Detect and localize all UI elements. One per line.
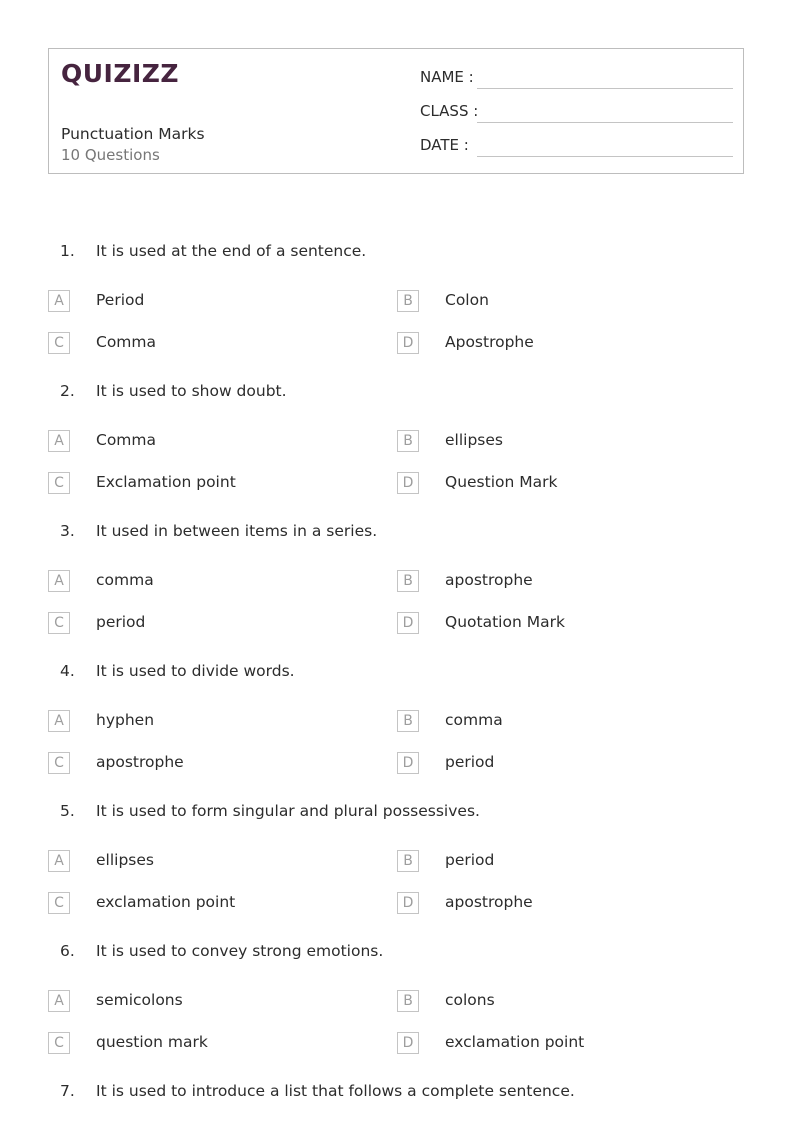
worksheet-title: Punctuation Marks <box>61 125 205 143</box>
question-number: 3. <box>60 522 75 540</box>
option-letter-box[interactable]: C <box>48 1032 70 1054</box>
option-letter-box[interactable]: C <box>48 892 70 914</box>
option-text: period <box>96 613 146 631</box>
option-text: Exclamation point <box>96 473 236 491</box>
option-text: hyphen <box>96 711 155 729</box>
option-letter-box[interactable]: A <box>48 850 70 872</box>
option-letter-box[interactable]: C <box>48 472 70 494</box>
option-letter-box[interactable]: B <box>397 430 419 452</box>
option-text: Period <box>96 291 145 309</box>
option-text: period <box>445 753 495 771</box>
question-text: It is used at the end of a sentence. <box>96 242 367 260</box>
option-letter-box[interactable]: A <box>48 990 70 1012</box>
question-text: It is used to introduce a list that follows a complete sentence. <box>96 1082 575 1100</box>
option-text: comma <box>445 711 503 729</box>
option-text: exclamation point <box>445 1033 585 1051</box>
option-text: comma <box>96 571 154 589</box>
question-number: 1. <box>60 242 75 260</box>
option-text: Question Mark <box>445 473 558 491</box>
option-text: apostrophe <box>445 893 533 911</box>
option-text: Colon <box>445 291 489 309</box>
option-letter-box[interactable]: B <box>397 570 419 592</box>
question-text: It is used to show doubt. <box>96 382 287 400</box>
option-text: Apostrophe <box>445 333 534 351</box>
option-text: ellipses <box>96 851 154 869</box>
option-text: Comma <box>96 431 157 449</box>
option-letter-box[interactable]: A <box>48 710 70 732</box>
option-letter-box[interactable]: D <box>397 892 419 914</box>
option-letter-box[interactable]: B <box>397 710 419 732</box>
option-letter-box[interactable]: D <box>397 1032 419 1054</box>
date-field[interactable] <box>420 136 733 158</box>
option-letter-box[interactable]: C <box>48 332 70 354</box>
option-letter-box[interactable]: D <box>397 472 419 494</box>
option-letter-box[interactable]: D <box>397 332 419 354</box>
date-line[interactable] <box>477 156 733 157</box>
question-text: It is used to divide words. <box>96 662 295 680</box>
question-number: 2. <box>60 382 75 400</box>
option-letter-box[interactable]: D <box>397 612 419 634</box>
question-text: It is used to form singular and plural possessives. <box>96 802 480 820</box>
option-text: apostrophe <box>96 753 184 771</box>
option-letter-box[interactable]: C <box>48 752 70 774</box>
option-letter-box[interactable]: A <box>48 430 70 452</box>
class-line[interactable] <box>477 122 733 123</box>
class-field[interactable] <box>420 102 733 124</box>
option-letter-box[interactable]: A <box>48 570 70 592</box>
option-text: exclamation point <box>96 893 236 911</box>
option-letter-box[interactable]: B <box>397 290 419 312</box>
question-number: 4. <box>60 662 75 680</box>
date-label: DATE : <box>420 136 469 154</box>
option-letter-box[interactable]: D <box>397 752 419 774</box>
option-letter-box[interactable]: A <box>48 290 70 312</box>
quizizz-logo: QUIZIZZ <box>61 59 180 88</box>
question-text: It used in between items in a series. <box>96 522 378 540</box>
question-text: It is used to convey strong emotions. <box>96 942 384 960</box>
option-text: ellipses <box>445 431 503 449</box>
option-letter-box[interactable]: C <box>48 612 70 634</box>
name-label: NAME : <box>420 68 474 86</box>
class-label: CLASS : <box>420 102 479 120</box>
option-text: colons <box>445 991 495 1009</box>
option-letter-box[interactable]: B <box>397 990 419 1012</box>
question-number: 5. <box>60 802 75 820</box>
worksheet-header <box>48 48 744 174</box>
question-number: 7. <box>60 1082 75 1100</box>
option-text: apostrophe <box>445 571 533 589</box>
option-text: semicolons <box>96 991 183 1009</box>
option-text: question mark <box>96 1033 208 1051</box>
name-line[interactable] <box>477 88 733 89</box>
option-letter-box[interactable]: B <box>397 850 419 872</box>
option-text: Quotation Mark <box>445 613 565 631</box>
option-text: period <box>445 851 495 869</box>
name-field[interactable] <box>420 68 733 90</box>
question-number: 6. <box>60 942 75 960</box>
option-text: Comma <box>96 333 157 351</box>
question-count: 10 Questions <box>61 146 160 164</box>
